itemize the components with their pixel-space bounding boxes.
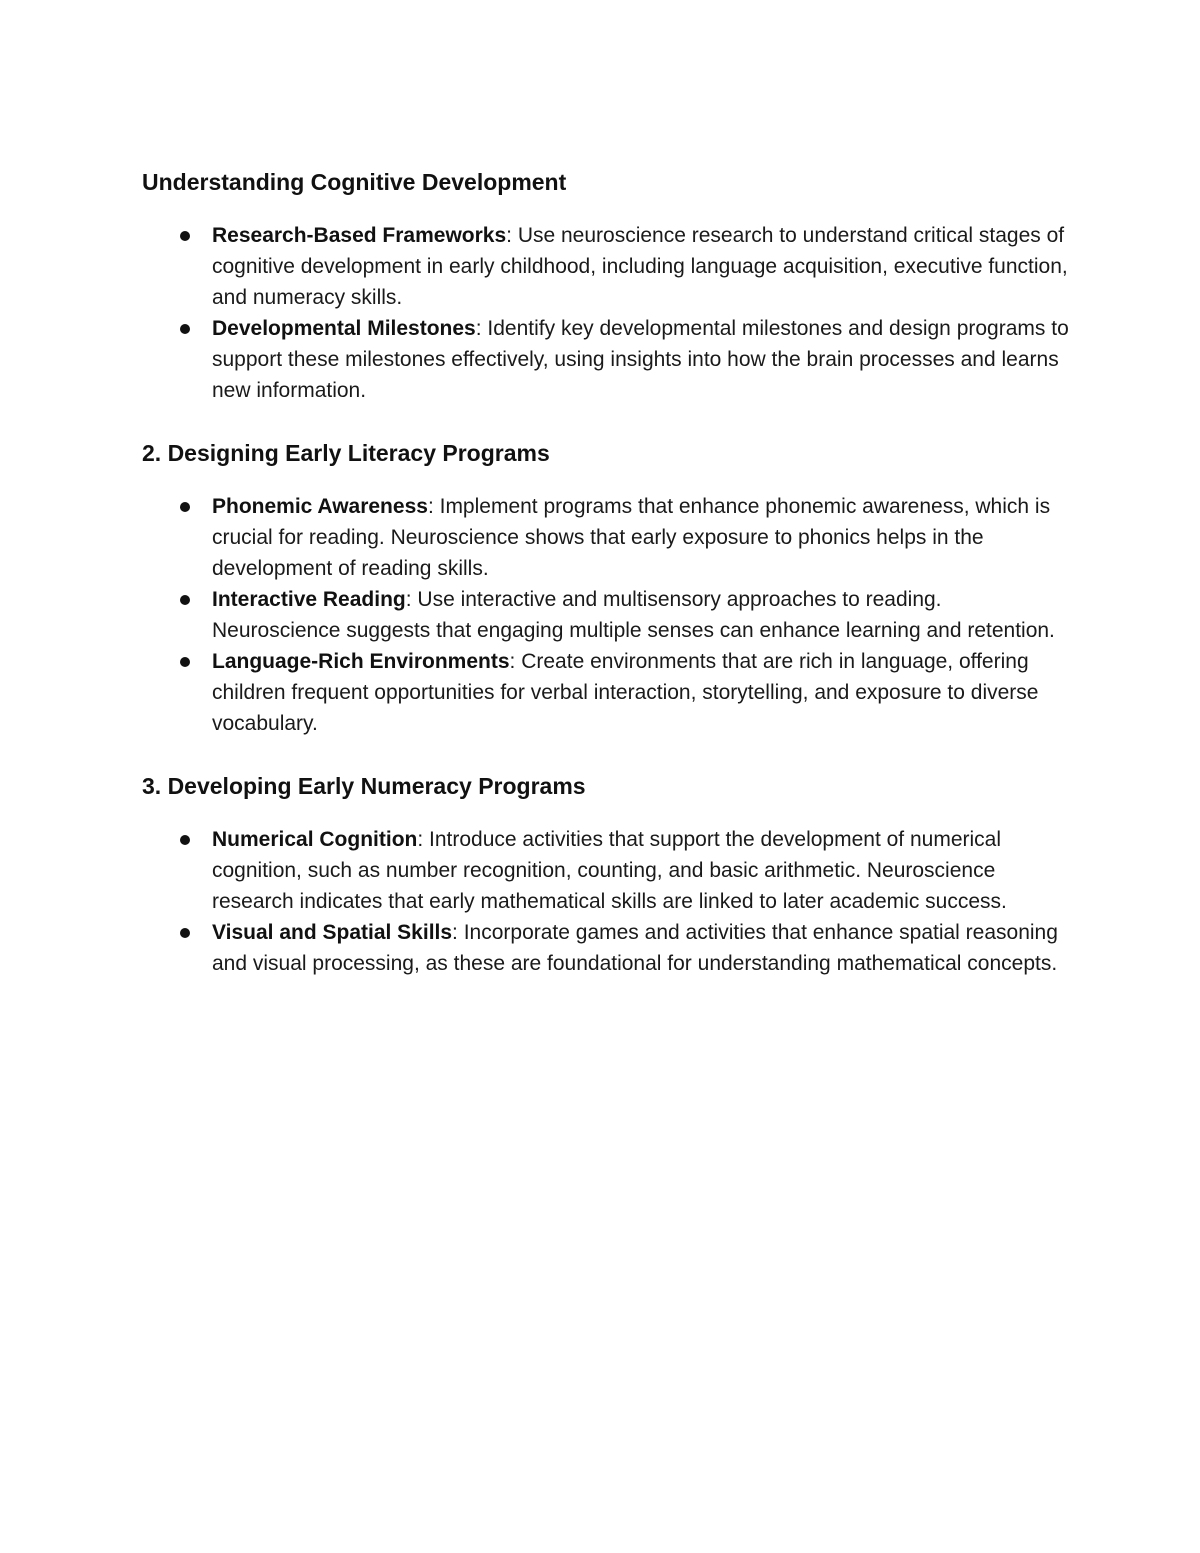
bullet-list [142,824,1072,979]
section-cognitive-development [142,167,1072,406]
item-text: : Identify key developmental milestones and design programs to support these milestones effectively, using insights into how the brain processes and learns new information. [212,317,1069,402]
list-item [142,917,1072,979]
item-text: : Use interactive and multisensory approaches to reading. Neuroscience suggests that engaging multiple senses can enhance learning and retention. [212,588,1055,642]
section-heading: 3. Developing Early Numeracy Programs [142,773,586,799]
bullet-list [142,491,1072,739]
bullet-icon [180,595,190,605]
item-term: Interactive Reading [212,588,406,611]
section-early-numeracy [142,771,1072,979]
list-item [142,220,1072,313]
item-term: Developmental Milestones [212,317,476,340]
bullet-icon [180,231,190,241]
section-early-literacy [142,438,1072,739]
list-item [142,313,1072,406]
bullet-list [142,220,1072,406]
item-text: : Create environments that are rich in language, offering children frequent opportunities for verbal interaction, storytelling, and exposure to diverse vocabulary. [212,650,1039,735]
section-heading: Understanding Cognitive Development [142,169,567,195]
item-term: Visual and Spatial Skills [212,921,453,944]
item-term: Numerical Cognition [212,828,418,851]
section-heading: 2. Designing Early Literacy Programs [142,440,550,466]
document-body [142,167,1072,1011]
bullet-icon [180,835,190,845]
bullet-icon [180,657,190,667]
list-item [142,646,1072,739]
item-text: : Implement programs that enhance phonemic awareness, which is crucial for reading. Neuroscience shows that early exposure to phonics helps in the development of reading skills. [212,495,1051,580]
bullet-icon [180,502,190,512]
bullet-icon [180,928,190,938]
item-term: Phonemic Awareness [212,495,428,518]
list-item [142,584,1072,646]
item-text: : Use neuroscience research to understand critical stages of cognitive development in early childhood, including language acquisition, executive function, and numeracy skills. [212,224,1068,309]
item-text: : Introduce activities that support the development of numerical cognition, such as number recognition, counting, and basic arithmetic. Neuroscience research indicates that early mathematical skills are linked to later academic success. [212,828,1007,913]
list-item [142,824,1072,917]
item-term: Language-Rich Environments [212,650,510,673]
list-item [142,491,1072,584]
bullet-icon [180,324,190,334]
item-term: Research-Based Frameworks [212,224,507,247]
item-text: : Incorporate games and activities that enhance spatial reasoning and visual processing, as these are foundational for understanding mathematical concepts. [212,921,1058,975]
